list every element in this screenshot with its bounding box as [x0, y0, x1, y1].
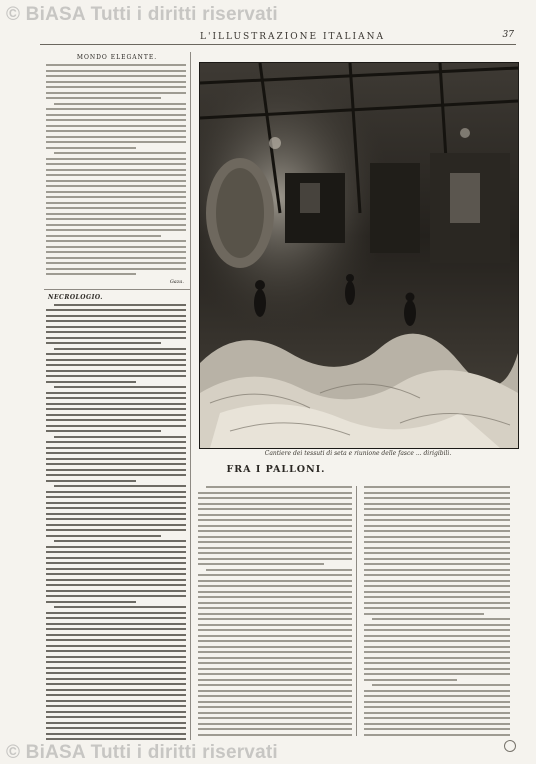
article-body-right — [362, 486, 514, 736]
article-body-middle — [196, 486, 356, 736]
factory-photograph — [199, 62, 519, 449]
right-text-column — [362, 486, 514, 736]
section-body-necrologio — [44, 304, 190, 741]
publication-title: L'ILLUSTRAZIONE ITALIANA — [200, 32, 385, 42]
section-title-mondo-elegante: MONDO ELEGANTE. — [76, 54, 158, 61]
watermark-bottom: © BiASA Tutti i diritti riservati — [6, 742, 278, 763]
photo-caption: Cantiere dei tessuti di seta e riunione delle fasce ... dirigibili. — [264, 450, 452, 457]
watermark-top: © BiASA Tutti i diritti riservati — [6, 4, 278, 25]
section-signature: Gaza. — [169, 278, 184, 285]
section-body-mondo-elegante — [44, 64, 190, 275]
left-text-column — [44, 52, 191, 740]
page-number: 37 — [502, 30, 514, 40]
section-title-necrologio: NECROLOGIO. — [48, 293, 103, 301]
factory-photograph-drawing — [200, 63, 518, 448]
middle-text-column — [196, 486, 357, 736]
article-title: FRA I PALLONI. — [226, 464, 326, 475]
page-corner-mark — [504, 740, 516, 752]
section-divider — [44, 289, 190, 290]
page-header — [40, 30, 516, 45]
